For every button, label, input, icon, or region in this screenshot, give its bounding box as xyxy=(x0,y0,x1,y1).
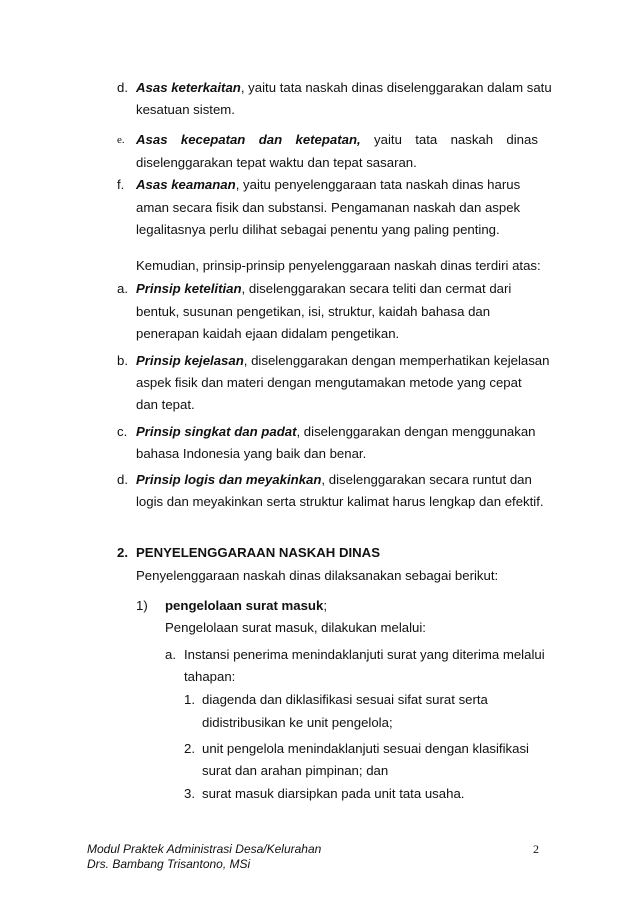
term-title: Asas keamanan xyxy=(136,177,236,192)
text-line: bahasa Indonesia yang baik dan benar. xyxy=(136,446,367,461)
term-description: , diselenggarakan secara teliti dan cermat dari xyxy=(241,281,512,296)
list-item-asas-keterkaitan xyxy=(136,80,552,95)
text-line: surat dan arahan pimpinan; dan xyxy=(202,763,389,778)
text-line: dan tepat. xyxy=(136,397,195,412)
list-item-prinsip-ketelitian xyxy=(136,281,511,296)
list-marker: d. xyxy=(117,472,128,487)
list-marker: b. xyxy=(117,353,128,368)
list-marker: 1) xyxy=(136,598,148,613)
step-item: unit pengelola menindaklanjuti sesuai dengan klasifikasi xyxy=(202,741,529,756)
text-line: tahapan: xyxy=(184,669,236,684)
term-description: , diselenggarakan secara runtut dan xyxy=(321,472,532,487)
term-word: ketepatan, xyxy=(295,132,361,147)
term-description: , yaitu penyelenggaraan tata naskah dinas harus xyxy=(235,177,521,192)
page-number: 2 xyxy=(533,842,539,856)
list-item-prinsip-logis xyxy=(136,472,532,487)
list-marker: a. xyxy=(165,647,176,662)
list-marker: d. xyxy=(117,80,128,95)
footer-author: Drs. Bambang Trisantono, MSi xyxy=(87,857,251,871)
text-line: penerapan kaidah ejaan didalam pengetikan. xyxy=(136,326,400,341)
word: naskah xyxy=(450,132,494,147)
word: tata xyxy=(415,132,438,147)
term-description: , diselenggarakan dengan memperhatikan kejelasan xyxy=(243,353,550,368)
list-item-asas-kecepatan xyxy=(136,132,538,147)
text-line: diselenggarakan tepat waktu dan tepat sasaran. xyxy=(136,155,417,170)
section-intro: Penyelenggaraan naskah dinas dilaksanakan sebagai berikut: xyxy=(136,568,499,583)
text-line: didistribusikan ke unit pengelola; xyxy=(202,715,393,730)
term-word: dan xyxy=(258,132,283,147)
item-intro: Pengelolaan surat masuk, dilakukan melalui: xyxy=(165,620,426,635)
paragraph-intro: Kemudian, prinsip-prinsip penyelenggaraan naskah dinas terdiri atas: xyxy=(136,258,541,273)
text-line: bentuk, susunan pengetikan, isi, struktur, kaidah bahasa dan xyxy=(136,304,491,319)
word: dinas xyxy=(506,132,538,147)
section-number: 2. xyxy=(117,545,128,560)
term-title: Prinsip kejelasan xyxy=(136,353,244,368)
text-line: aspek fisik dan materi dengan mengutamakan metode yang cepat xyxy=(136,375,522,390)
list-marker: c. xyxy=(117,424,128,439)
step-item: diagenda dan diklasifikasi sesuai sifat surat serta xyxy=(202,692,488,707)
list-item-pengelolaan-surat-masuk xyxy=(165,598,327,613)
footer-title: Modul Praktek Administrasi Desa/Kelurahan xyxy=(87,842,322,856)
step-marker: 1. xyxy=(184,692,195,707)
step-item: surat masuk diarsipkan pada unit tata usaha. xyxy=(202,786,465,801)
text-line: legalitasnya perlu dilihat sebagai penentu yang paling penting. xyxy=(136,222,500,237)
term-title: Prinsip ketelitian xyxy=(136,281,242,296)
text-line: kesatuan sistem. xyxy=(136,102,235,117)
term-title: Prinsip logis dan meyakinkan xyxy=(136,472,322,487)
term-word: Asas xyxy=(136,132,168,147)
item-title-suffix: ; xyxy=(323,598,327,613)
list-item-prinsip-kejelasan xyxy=(136,353,549,368)
text-line: logis dan meyakinkan serta struktur kalimat harus lengkap dan efektif. xyxy=(136,494,544,509)
term-description: , yaitu tata naskah dinas diselenggarakan dalam satu xyxy=(240,80,552,95)
step-marker: 2. xyxy=(184,741,195,756)
list-marker: f. xyxy=(117,177,125,192)
word: yaitu xyxy=(374,132,402,147)
term-title: Asas keterkaitan xyxy=(136,80,241,95)
list-marker: a. xyxy=(117,281,128,296)
list-marker: e. xyxy=(117,134,125,146)
term-title: Prinsip singkat dan padat xyxy=(136,424,297,439)
list-item-prinsip-singkat xyxy=(136,424,536,439)
term-word: kecepatan xyxy=(180,132,246,147)
step-marker: 3. xyxy=(184,786,195,801)
sub-item-instansi-penerima: Instansi penerima menindaklanjuti surat yang diterima melalui xyxy=(184,647,545,662)
term-description: , diselenggarakan dengan menggunakan xyxy=(296,424,536,439)
section-heading: PENYELENGGARAAN NASKAH DINAS xyxy=(136,545,380,560)
list-item-asas-keamanan xyxy=(136,177,520,192)
item-title: pengelolaan surat masuk xyxy=(165,598,324,613)
text-line: aman secara fisik dan substansi. Pengamanan naskah dan aspek xyxy=(136,200,521,215)
